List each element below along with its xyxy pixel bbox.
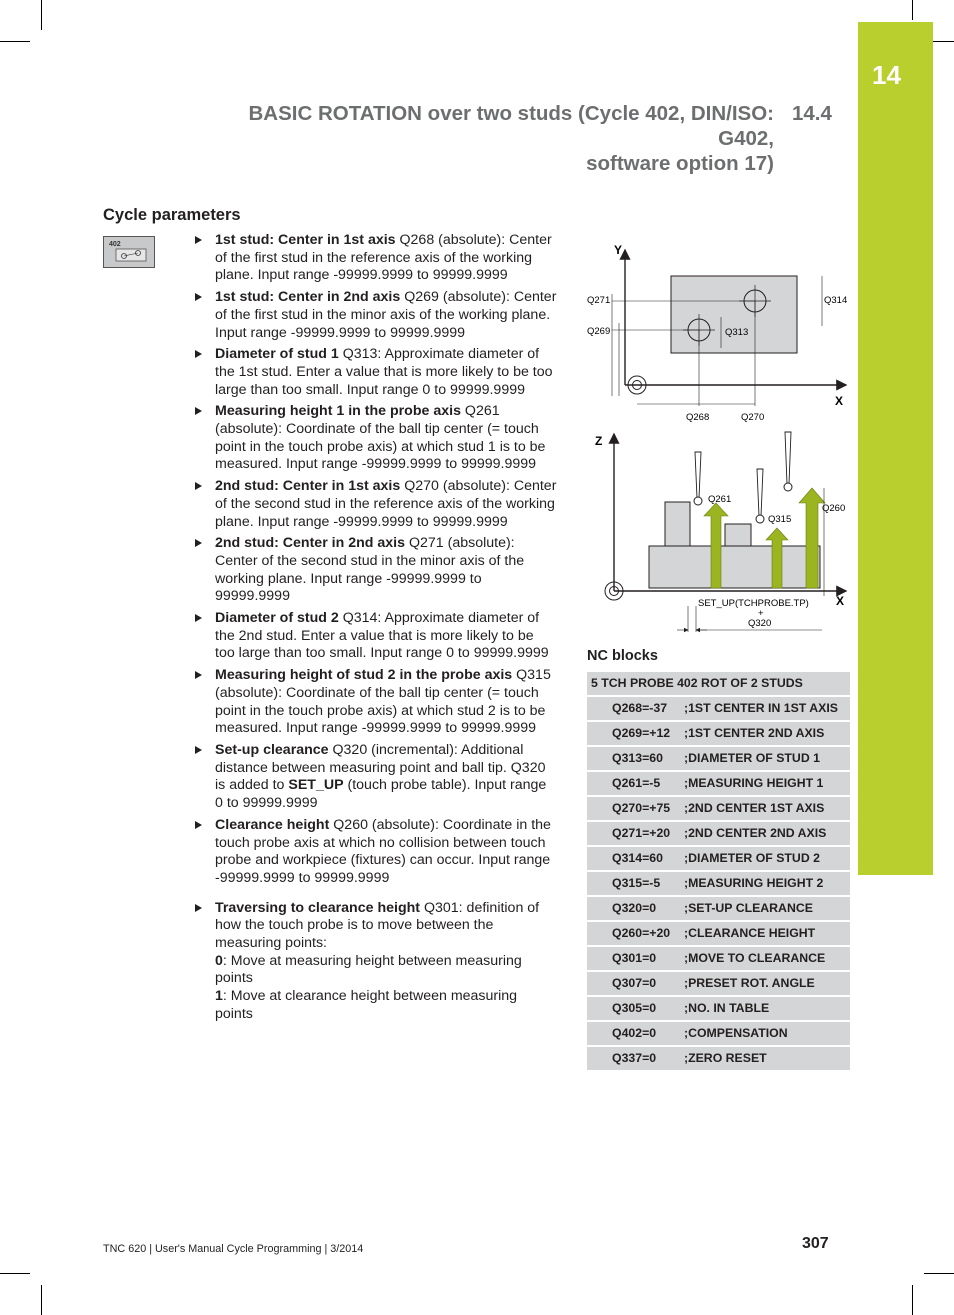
chapter-tab: [858, 22, 933, 875]
bullet-arrow-icon: [195, 539, 202, 547]
nc-param-cell: Q261=-5: [587, 771, 680, 796]
nc-comment-cell: ;MEASURING HEIGHT 1: [680, 771, 850, 796]
table-row: [587, 871, 850, 896]
param-keyword: SET_UP: [288, 777, 344, 794]
option-text: : Move at measuring height between measuring points: [215, 952, 522, 987]
nc-comment-cell: ;2ND CENTER 2ND AXIS: [680, 821, 850, 846]
nc-param-cell: Q270=+75: [587, 796, 680, 821]
crop-mark: [0, 1273, 30, 1274]
label-q271: Q271: [587, 295, 611, 306]
nc-comment-cell: ;1ST CENTER IN 1ST AXIS: [680, 696, 850, 721]
param-desc: Q314: Approximate diameter of the 2nd stud. Enter a value that is more likely to be too large than too small. Input range 0 to 99999.9999: [215, 610, 549, 662]
param-q314: [195, 610, 557, 663]
nc-param-cell: Q337=0: [587, 1046, 680, 1071]
nc-param-cell: Q268=-37: [587, 696, 680, 721]
bullet-arrow-icon: [195, 904, 202, 912]
nc-comment-cell: ;ZERO RESET: [680, 1046, 850, 1071]
nc-param-cell: Q305=0: [587, 996, 680, 1021]
param-desc: Q261 (absolute): Coordinate of the ball tip center (= touch point in the touch probe axis) at which stud 1 is to be measured. Input range -99999.9999 to 99999.9999: [215, 403, 546, 473]
table-row: [587, 971, 850, 996]
table-row: [587, 896, 850, 921]
param-q260: [195, 817, 557, 888]
nc-comment-cell: ;COMPENSATION: [680, 1021, 850, 1046]
param-name: Clearance height: [215, 816, 330, 833]
axis-x-label: X: [835, 394, 844, 408]
bullet-arrow-icon: [195, 293, 202, 301]
param-name: 1st stud: Center in 1st axis: [215, 232, 396, 248]
label-q268: Q268: [686, 412, 710, 423]
bullet-arrow-icon: [195, 671, 202, 679]
param-desc: Q269 (absolute): Center of the first stud in the minor axis of the working plane. Input range -99999.9999 to 99999.9999: [215, 289, 557, 341]
section-number: 14.4: [792, 102, 832, 125]
nc-comment-cell: ;MEASURING HEIGHT 2: [680, 871, 850, 896]
bullet-arrow-icon: [195, 614, 202, 622]
header-title-line1: BASIC ROTATION over two studs (Cycle 402, DIN/ISO: G402,: [248, 102, 774, 150]
param-q269: [195, 289, 557, 342]
param-desc: Q270 (absolute): Center of the second stud in the reference axis of the working plane. Input range -99999.9999 to 99999.9999: [215, 478, 557, 530]
crop-mark: [41, 1285, 42, 1315]
table-row: [587, 946, 850, 971]
nc-comment-cell: ;SET-UP CLEARANCE: [680, 896, 850, 921]
param-q313: [195, 346, 557, 399]
param-name: Diameter of stud 2: [215, 610, 339, 627]
label-q315: Q315: [768, 514, 792, 525]
bullet-arrow-icon: [195, 482, 202, 490]
label-q269: Q269: [587, 326, 611, 337]
table-row: [587, 746, 850, 771]
footer-text: TNC 620 | User's Manual Cycle Programming | 3/2014: [103, 1243, 364, 1255]
crop-mark: [912, 0, 913, 20]
header-title: [188, 101, 774, 176]
table-row: [587, 796, 850, 821]
param-desc: Q313: Approximate diameter of the 1st stud. Enter a value that is more likely to be too large than too small. Input range 0 to 99999.9999: [215, 346, 553, 398]
table-row: [587, 696, 850, 721]
nc-param-cell: Q315=-5: [587, 871, 680, 896]
param-q268: [195, 232, 557, 285]
page-number: 307: [802, 1235, 829, 1252]
axis-x-label: X: [836, 594, 845, 608]
crop-mark: [41, 0, 42, 30]
param-desc: Q271 (absolute): Center of the second stud in the minor axis of the working plane. Input range -99999.9999 to 99999.9999: [215, 535, 525, 605]
nc-param-cell: Q301=0: [587, 946, 680, 971]
table-row: [587, 821, 850, 846]
nc-comment-cell: ;2ND CENTER 1ST AXIS: [680, 796, 850, 821]
table-row: [587, 672, 850, 696]
nc-param-cell: Q402=0: [587, 1021, 680, 1046]
param-desc: (touch probe table). Input range 0 to 99999.9999: [215, 777, 547, 812]
label-plus: +: [758, 608, 764, 619]
nc-comment-cell: ;DIAMETER OF STUD 1: [680, 746, 850, 771]
param-q270: [195, 478, 557, 531]
bullet-arrow-icon: [195, 350, 202, 358]
nc-param-cell: Q320=0: [587, 896, 680, 921]
label-q313: Q313: [725, 327, 749, 338]
cycle-icon-label: 402: [109, 241, 121, 248]
header-title-line2: software option 17): [586, 152, 774, 175]
param-desc: Q320 (incremental): Additional distance between measuring point and ball tip. Q320 is added to: [215, 741, 546, 794]
param-desc: Q301: definition of how the touch probe is to move between the measuring points:: [215, 899, 540, 952]
side-view: [595, 432, 846, 632]
option-key: 1: [215, 988, 223, 1005]
nc-blocks-title: NC blocks: [587, 648, 658, 664]
table-row: [587, 996, 850, 1021]
option-key: 0: [215, 952, 223, 969]
nc-param-cell: Q271=+20: [587, 821, 680, 846]
axis-z-label: Z: [595, 434, 603, 448]
nc-param-cell: Q269=+12: [587, 721, 680, 746]
param-name: Measuring height 1 in the probe axis: [215, 403, 461, 420]
table-row: [587, 1046, 850, 1071]
param-name: Diameter of stud 1: [215, 346, 339, 363]
bullet-arrow-icon: [195, 746, 202, 754]
crop-mark: [0, 41, 30, 42]
param-name: 1st stud: Center in 2nd axis: [215, 289, 401, 306]
param-desc: Q315 (absolute): Coordinate of the ball tip center (= touch point in the touch probe axis) at which stud 2 is to be measured. Input range -99999.9999 to 99999.9999: [215, 667, 551, 737]
bullet-arrow-icon: [195, 236, 202, 244]
nc-param-cell: Q260=+20: [587, 921, 680, 946]
parameter-list: [195, 232, 557, 1028]
param-q271: [195, 535, 557, 606]
axis-y-label: Y: [613, 243, 622, 257]
param-q320: [195, 742, 557, 813]
param-name: Traversing to clearance height: [215, 899, 421, 916]
label-q320: Q320: [748, 618, 772, 629]
section-title: Cycle parameters: [103, 206, 241, 224]
nc-param-cell: Q307=0: [587, 971, 680, 996]
param-name: 2nd stud: Center in 1st axis: [215, 478, 401, 495]
param-name: Measuring height of stud 2 in the probe axis: [215, 667, 513, 684]
cycle-402-icon: [103, 236, 155, 268]
chapter-number: 14: [872, 60, 901, 90]
table-row: [587, 846, 850, 871]
param-q261: [195, 403, 557, 474]
param-name: Set-up clearance: [215, 741, 329, 758]
crop-mark: [912, 1285, 913, 1315]
table-row: [587, 721, 850, 746]
label-q260: Q260: [822, 503, 846, 514]
param-q315: [195, 667, 557, 738]
param-name: 2nd stud: Center in 2nd axis: [215, 535, 405, 552]
label-q270: Q270: [741, 412, 765, 423]
nc-param-cell: Q314=60: [587, 846, 680, 871]
param-desc: Q260 (absolute): Coordinate in the touch probe axis at which no collision between touch probe and workpiece (fixtures) can occur. Input range -99999.9999 to 99999.9999: [215, 816, 551, 886]
nc-comment-cell: ;NO. IN TABLE: [680, 996, 850, 1021]
param-desc: Q268 (absolute): Center of the first stud in the reference axis of the working plane. Input range -99999.9999 to 99999.9999: [215, 232, 552, 284]
table-row: [587, 771, 850, 796]
table-row: [587, 921, 850, 946]
top-view: [587, 243, 847, 423]
nc-comment-cell: ;1ST CENTER 2ND AXIS: [680, 721, 850, 746]
bullet-arrow-icon: [195, 821, 202, 829]
nc-comment-cell: ;PRESET ROT. ANGLE: [680, 971, 850, 996]
bullet-arrow-icon: [195, 407, 202, 415]
nc-blocks-table: [587, 672, 850, 1072]
param-q301: [195, 900, 557, 1024]
nc-head-cell: 5 TCH PROBE 402 ROT OF 2 STUDS: [587, 672, 850, 696]
nc-comment-cell: ;MOVE TO CLEARANCE: [680, 946, 850, 971]
crop-mark: [924, 1273, 954, 1274]
table-row: [587, 1021, 850, 1046]
option-text: : Move at clearance height between measuring points: [215, 988, 518, 1022]
nc-comment-cell: ;CLEARANCE HEIGHT: [680, 921, 850, 946]
cycle-diagram: [582, 236, 854, 636]
label-q261: Q261: [708, 494, 732, 505]
nc-comment-cell: ;DIAMETER OF STUD 2: [680, 846, 850, 871]
label-setup: SET_UP(TCHPROBE.TP): [698, 598, 809, 609]
label-q314: Q314: [824, 295, 848, 306]
nc-param-cell: Q313=60: [587, 746, 680, 771]
